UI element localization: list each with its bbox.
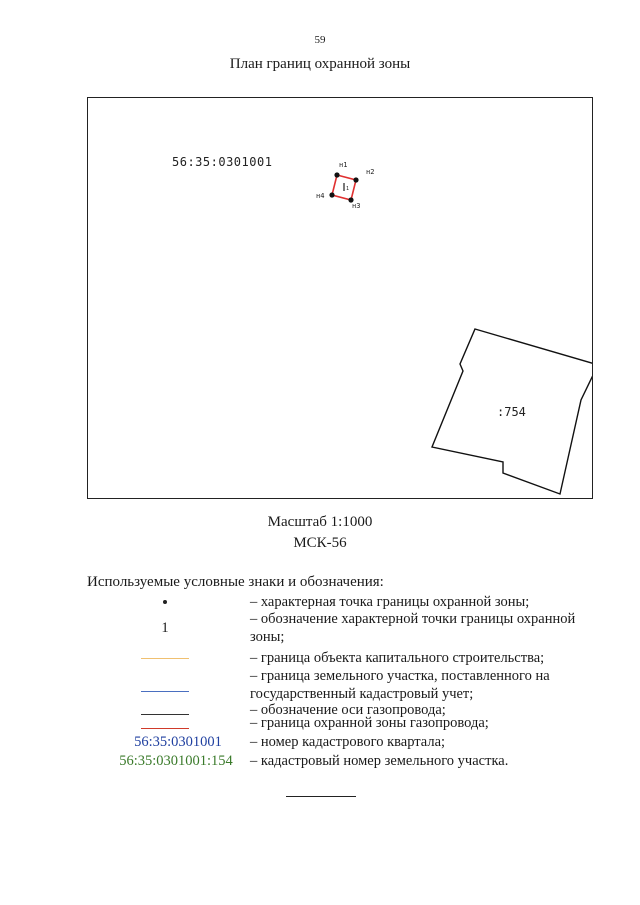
legend-text: – характерная точка границы охранной зоны;: [250, 594, 530, 610]
orange-line-icon: [141, 658, 189, 659]
legend-item: [0, 668, 640, 702]
legend-symbol-parcel: 56:35:0301001:154: [119, 752, 233, 769]
plan-title: План границ охранной зоны: [229, 56, 411, 72]
legend-text: – граница объекта капитального строительства;: [250, 650, 545, 666]
legend-symbol-label: 1: [161, 619, 169, 636]
legend-heading: Используемые условные знаки и обозначения:: [87, 574, 384, 590]
legend-text: – обозначение оси газопровода;: [250, 702, 446, 718]
quarter-label: 56:35:0301001: [172, 155, 273, 169]
scale-text: Масштаб 1:1000: [267, 514, 373, 530]
center-point-label: 1: [346, 186, 350, 192]
point-label-n2: н2: [366, 168, 375, 176]
black-line-icon: [141, 714, 189, 715]
page-number: 59: [314, 34, 326, 46]
boundary-point-n2: [353, 177, 358, 182]
legend-text: – кадастровый номер земельного участка.: [250, 753, 509, 769]
legend-item: [0, 732, 640, 752]
plan-map-drawing: [88, 98, 593, 499]
blue-line-icon: [141, 691, 189, 692]
legend-item: [0, 648, 640, 668]
point-label-n4: н4: [316, 192, 325, 200]
point-dot-icon: [163, 600, 167, 604]
footer-rule: [286, 796, 356, 797]
plan-map: [87, 97, 593, 499]
legend-text: – номер кадастрового квартала;: [250, 734, 446, 750]
legend-symbol-quarter: 56:35:0301001: [134, 733, 222, 750]
boundary-point-n4: [329, 192, 334, 197]
legend-item: [0, 611, 640, 645]
legend-text: – граница земельного участка, поставленного на государственный кадастровый учет;: [250, 668, 550, 702]
legend-text: [250, 610, 595, 646]
point-label-n3: н3: [352, 202, 361, 210]
legend-text: – граница охранной зоны газопровода;: [250, 715, 489, 731]
legend-symbol-line: [95, 681, 235, 701]
coordinate-system: МСК-56: [293, 535, 347, 551]
red-line-icon: [141, 728, 189, 729]
legend-item: [0, 592, 640, 612]
legend-symbol-point: [95, 592, 235, 612]
legend-symbol-line: [95, 648, 235, 668]
parcel-label: :754: [497, 405, 526, 419]
legend-item: [0, 751, 640, 771]
boundary-point-n1: [334, 172, 339, 177]
legend-text-wrapped: – обозначение характерной точки границы охранной зоны;: [250, 611, 576, 645]
point-label-n1: н1: [339, 161, 348, 169]
